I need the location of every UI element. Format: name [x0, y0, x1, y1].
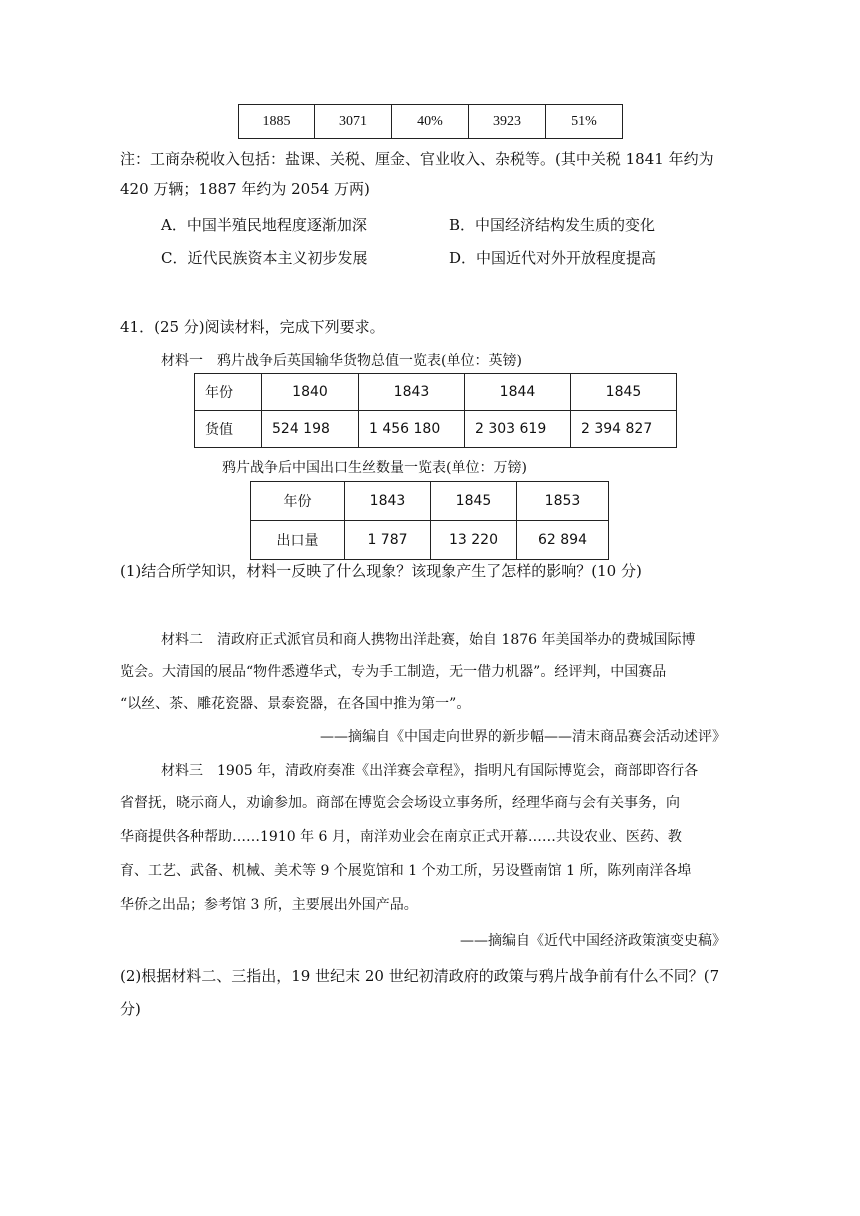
- table-cell: 3071: [315, 105, 392, 139]
- table-header-cell: 年份: [251, 482, 345, 521]
- table-cell: 62 894: [517, 521, 609, 560]
- table-cell: 40%: [392, 105, 469, 139]
- question-1: (1)结合所学知识，材料一反映了什么现象？该现象产生了怎样的影响？(10 分): [120, 562, 642, 580]
- table-note-line1: 注：工商杂税收入包括：盐课、关税、厘金、官业收入、杂税等。(其中关税 1841 年约为: [120, 150, 714, 168]
- material3-source: ——摘编自《近代中国经济政策演变史稿》: [460, 933, 726, 949]
- question-2-line1: (2)根据材料二、三指出，19 世纪末 20 世纪初清政府的政策与鸦片战争前有什么不同？(7: [120, 967, 720, 985]
- option-b: B．中国经济结构发生质的变化: [449, 216, 656, 234]
- british-exports-table: [194, 373, 677, 448]
- question-41-heading: 41．(25 分)阅读材料，完成下列要求。: [120, 318, 385, 336]
- question-2-line2: 分): [120, 1000, 141, 1018]
- material3-line: 华商提供各种帮助……1910 年 6 月，南洋劝业会在南京正式开幕……共设农业、医药、教: [120, 829, 682, 845]
- table-row: [251, 521, 609, 560]
- tax-table-fragment: [238, 104, 623, 139]
- material3-line: 育、工艺、武备、机械、美术等 9 个展览馆和 1 个劝工所，另设暨南馆 1 所，陈列南洋各埠: [120, 863, 692, 879]
- material2-line: “以丝、茶、雕花瓷器、景泰瓷器，在各国中推为第一”。: [120, 696, 471, 712]
- table-cell: 1 456 180: [359, 411, 465, 448]
- material1-caption: 材料一 鸦片战争后英国输华货物总值一览表(单位：英镑): [161, 353, 522, 369]
- table-row: [195, 374, 677, 411]
- table-header-cell: 1843: [359, 374, 465, 411]
- table-cell: 3923: [469, 105, 546, 139]
- option-c: C．近代民族资本主义初步发展: [161, 249, 368, 267]
- material3-line: 省督抚，晓示商人，劝谕参加。商部在博览会会场设立事务所，经理华商与会有关事务，向: [120, 795, 680, 811]
- table-header-cell: 1845: [571, 374, 677, 411]
- table-header-cell: 1845: [431, 482, 517, 521]
- table-note-line2: 420 万辆；1887 年约为 2054 万两): [120, 180, 370, 198]
- table-header-cell: 1844: [465, 374, 571, 411]
- table-header-cell: 1840: [262, 374, 359, 411]
- material2-line: 览会。大清国的展品“物件悉遵华式，专为手工制造，无一借力机器”。经评判，中国赛品: [120, 664, 667, 680]
- table-cell: 出口量: [251, 521, 345, 560]
- table-cell: 1885: [239, 105, 315, 139]
- table-header-cell: 1843: [345, 482, 431, 521]
- option-a: A．中国半殖民地程度逐渐加深: [161, 216, 367, 234]
- table-cell: 1 787: [345, 521, 431, 560]
- table-row: [239, 105, 623, 139]
- silk-exports-table: [250, 481, 609, 560]
- table-cell: 2 303 619: [465, 411, 571, 448]
- table-cell: 524 198: [262, 411, 359, 448]
- material3-line: 华侨之出品；参考馆 3 所，主要展出外国产品。: [120, 897, 418, 913]
- material2-source: ——摘编自《中国走向世界的新步幅——清末商品赛会活动述评》: [320, 729, 726, 745]
- table-cell: 货值: [195, 411, 262, 448]
- table2-caption: 鸦片战争后中国出口生丝数量一览表(单位：万镑): [222, 460, 527, 476]
- option-d: D．中国近代对外开放程度提高: [449, 249, 657, 267]
- table-cell: 51%: [546, 105, 623, 139]
- table-cell: 13 220: [431, 521, 517, 560]
- table-cell: 2 394 827: [571, 411, 677, 448]
- material3-line: 材料三 1905 年，清政府奏准《出洋赛会章程》，指明凡有国际博览会，商部即咨行各: [161, 763, 699, 779]
- table-row: [195, 411, 677, 448]
- table-row: [251, 482, 609, 521]
- table-header-cell: 年份: [195, 374, 262, 411]
- table-header-cell: 1853: [517, 482, 609, 521]
- material2-line: 材料二 清政府正式派官员和商人携物出洋赴赛，始自 1876 年美国举办的费城国际博: [161, 632, 696, 648]
